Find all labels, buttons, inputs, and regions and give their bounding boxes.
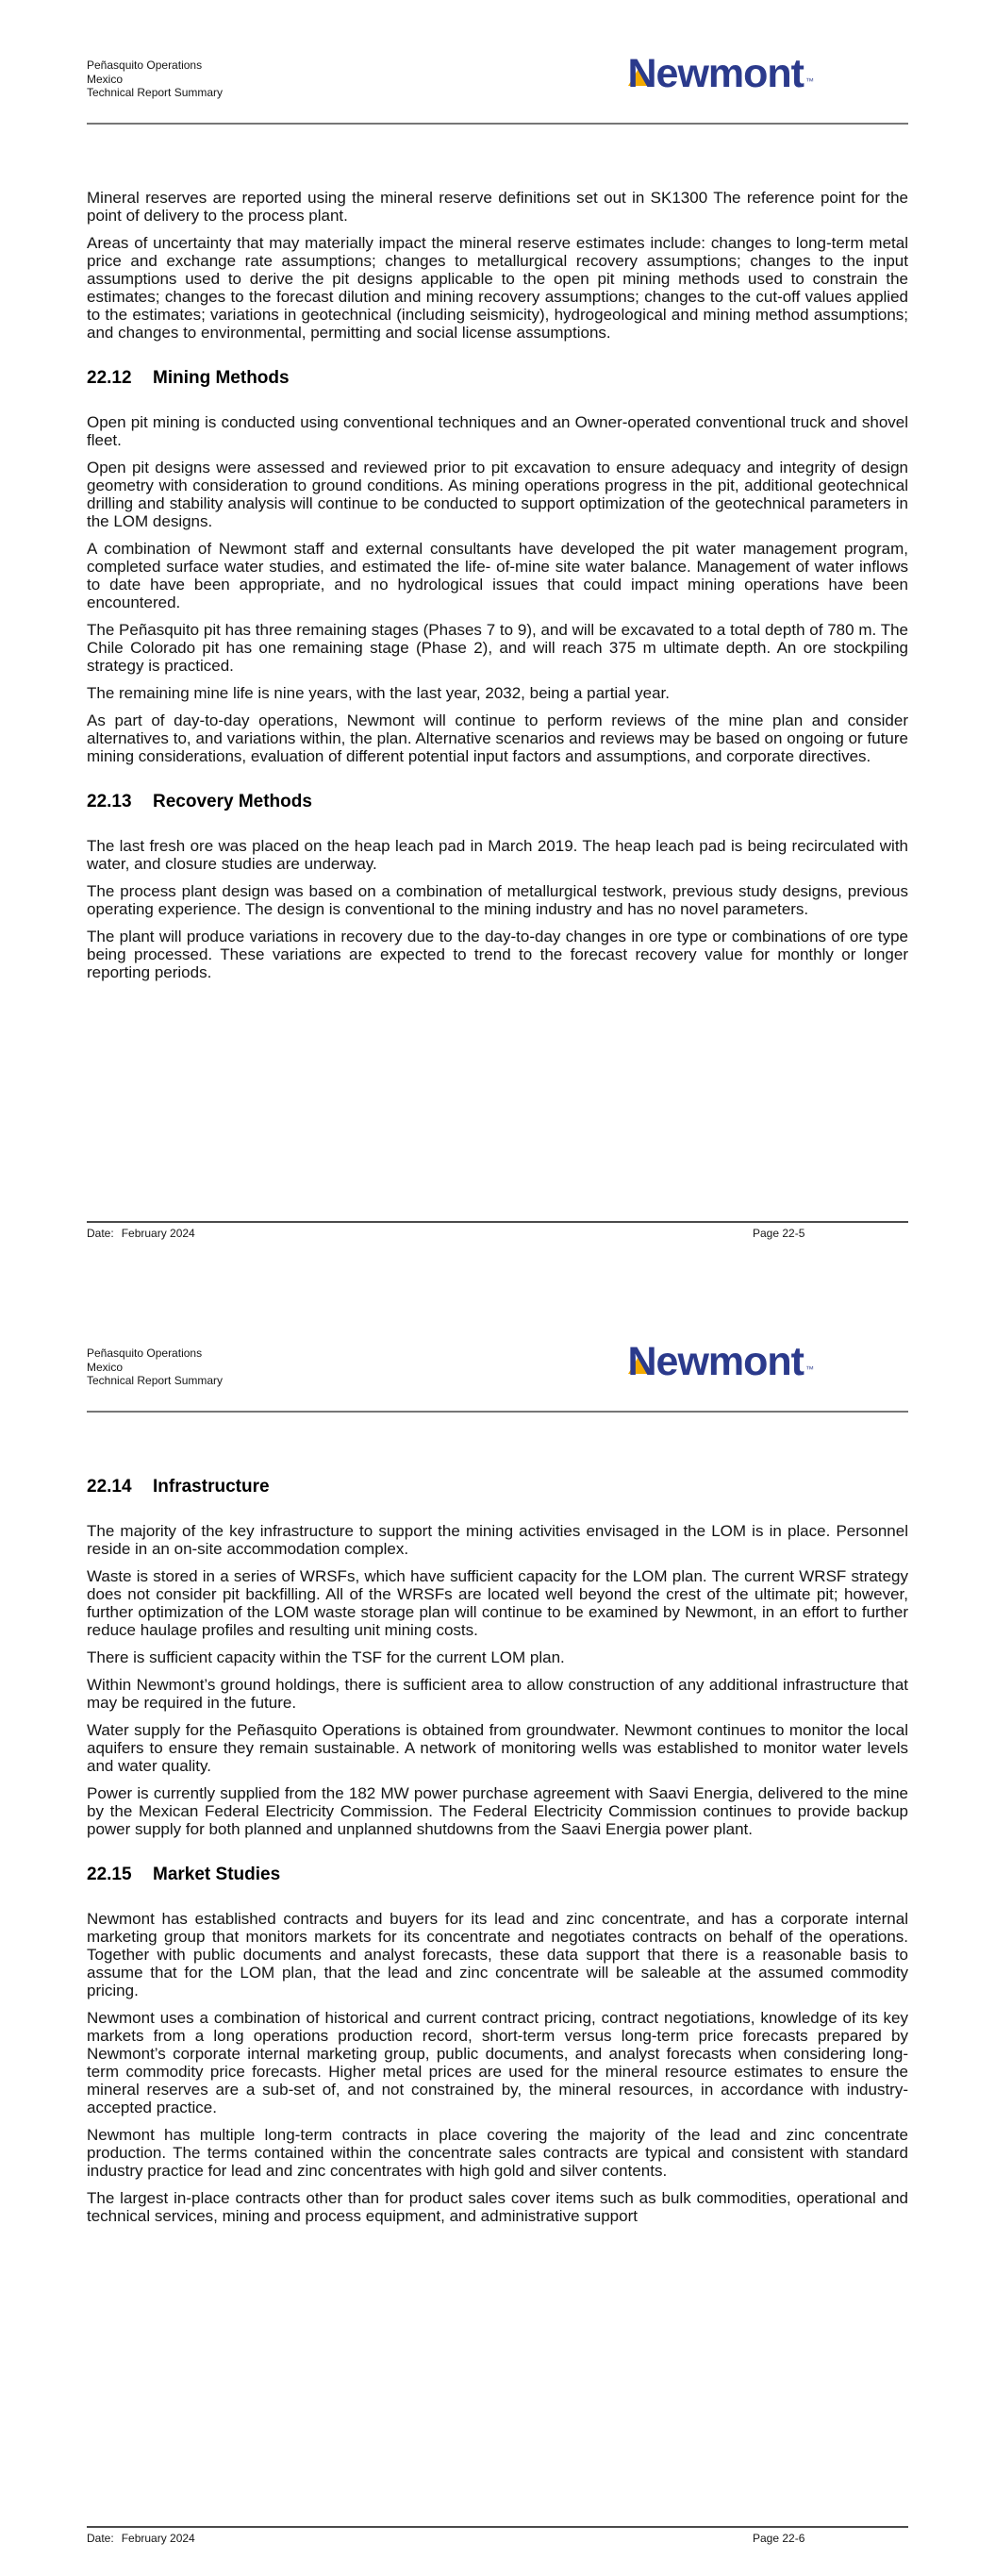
section-heading-22-13 xyxy=(87,792,908,812)
paragraph-process-plant-design: The process plant design was based on a combination of metallurgical testwork, previous study designs, previous operating experience. The design is conventional to the mining industry and has no novel parameters. xyxy=(87,881,908,918)
section-heading-22-12 xyxy=(87,368,908,389)
section-heading-22-15 xyxy=(87,1865,908,1885)
paragraph-wrsf-storage: Waste is stored in a series of WRSFs, which have sufficient capacity for the LOM plan. The current WRSF strategy does not consider pit backfilling. All of the WRSFs are located well beyond the crest of the ultimate pit; however, further optimization of the LOM waste storage plan will continue to be examined by Newmont, in an effort to further reduce haulage profiles and resulting unit mining costs. xyxy=(87,1566,908,1639)
page-body xyxy=(87,189,908,981)
paragraph-water-supply: Water supply for the Peñasquito Operations is obtained from groundwater. Newmont continues to monitor the local aquifers to ensure they remain sustainable. A network of monitoring wells was established to monitor water levels and water quality. xyxy=(87,1720,908,1775)
paragraph-areas-of-uncertainty: Areas of uncertainty that may materially impact the mineral reserve estimates include: changes to long-term metal price and exchange rate assumptions; changes to metallurgical recovery assumptions; changes to the input assumptions used to derive the pit designs applicable to the open pit mining methods used to constrain the estimates; changes to the forecast dilution and mining recovery assumptions; changes to the cut-off values applied to the estimates; variations in geotechnical (including seismicity), hydrogeological and mining method assumptions; and changes to environmental, permitting and social license assumptions. xyxy=(87,233,908,342)
footer-page-number: Page 22-6 xyxy=(753,2532,805,2545)
paragraph-recovery-variations: The plant will produce variations in recovery due to the day-to-day changes in ore type or combinations of ore type being processed. These variations are expected to trend to the forecast recovery value for monthly or longer reporting periods. xyxy=(87,927,908,981)
footer-date xyxy=(87,2532,195,2545)
header-line-report-type: Technical Report Summary xyxy=(87,86,224,99)
paragraph-open-pit-designs: Open pit designs were assessed and reviewed prior to pit excavation to ensure adequacy and integrity of design geometry with consideration to ground conditions. As mining operations progress in the pit, additional geotechnical drilling and stability analysis will continue to be conducted to support optimization of the geotechnical parameters in the LOM designs. xyxy=(87,458,908,530)
page-body xyxy=(87,1477,908,2225)
footer-date xyxy=(87,1227,195,1240)
footer-divider xyxy=(87,1221,908,1223)
section-title: Mining Methods xyxy=(153,367,290,388)
paragraph-power-supply: Power is currently supplied from the 182 MW power purchase agreement with Saavi Energia, delivered to the mine by the Mexican Federal Electricity Commission. The Federal Electricity Commission continues to provide backup power supply for both planned and unplanned shutdowns from the Saavi Energia power plant. xyxy=(87,1783,908,1838)
section-number: 22.15 xyxy=(87,1864,132,1884)
paragraph-key-infrastructure: The majority of the key infrastructure to support the mining activities envisaged in the LOM is in place. Personnel reside in an on-site accommodation complex. xyxy=(87,1521,908,1558)
paragraph-mineral-reserves: Mineral reserves are reported using the mineral reserve definitions set out in SK1300 The reference point for the point of delivery to the process plant. xyxy=(87,188,908,225)
footer-date-label: Date: xyxy=(87,2532,114,2545)
paragraph-pit-water-management: A combination of Newmont staff and external consultants have developed the pit water management program, completed surface water studies, and estimated the life- of-mine site water balance. Management of water inflows to date have been appropriate, and no hydrological issues that could impact mining operations have been encountered. xyxy=(87,539,908,611)
header-line-operation: Peñasquito Operations xyxy=(87,1347,203,1360)
header-line-country: Mexico xyxy=(87,72,124,86)
section-heading-22-14 xyxy=(87,1477,908,1497)
page-header xyxy=(87,51,908,100)
footer-divider xyxy=(87,2526,908,2528)
paragraph-heap-leach: The last fresh ore was placed on the heap leach pad in March 2019. The heap leach pad is being recirculated with water, and closure studies are underway. xyxy=(87,836,908,873)
paragraph-tsf-capacity: There is sufficient capacity within the TSF for the current LOM plan. xyxy=(87,1648,565,1666)
paragraph-mine-plan-reviews: As part of day-to-day operations, Newmont will continue to perform reviews of the mine plan and consider alternatives to, and variations within, the plan. Alternative scenarios and reviews may be based on ongoing or future mining considerations, evaluation of different potential input factors and assumptions, and corporate directives. xyxy=(87,711,908,765)
section-title: Infrastructure xyxy=(153,1476,270,1497)
page-footer xyxy=(87,1221,908,1240)
section-number: 22.12 xyxy=(87,367,132,388)
footer-page-number: Page 22-5 xyxy=(753,1227,805,1240)
section-title: Recovery Methods xyxy=(153,791,312,811)
logo-wordmark: Newmont xyxy=(627,1339,804,1384)
header-divider xyxy=(87,1411,908,1413)
newmont-logo xyxy=(627,51,815,96)
section-number: 22.14 xyxy=(87,1476,132,1497)
newmont-logo xyxy=(627,1339,815,1384)
paragraph-in-place-contracts: The largest in-place contracts other than for product sales cover items such as bulk commodities, operational and technical services, mining and process equipment, and administrative support xyxy=(87,2188,908,2225)
paragraph-mine-life: The remaining mine life is nine years, with the last year, 2032, being a partial year. xyxy=(87,683,671,702)
paragraph-contracts-buyers: Newmont has established contracts and buyers for its lead and zinc concentrate, and has a corporate internal marketing group that monitors markets for its concentrate and negotiates contracts on behalf of the operations. Together with public documents and analyst forecasts, these data support that there is a reasonable basis to assume that for the LOM plan, that the lead and zinc concentrate will be saleable at the assumed commodity pricing. xyxy=(87,1909,908,1999)
footer-date-value: February 2024 xyxy=(121,2532,195,2545)
logo-trademark-symbol: ™ xyxy=(805,76,814,86)
logo-trademark-symbol: ™ xyxy=(805,1364,814,1374)
paragraph-pricing-forecasts: Newmont uses a combination of historical and current contract pricing, contract negotiations, knowledge of its key markets from a long operations production record, short-term versus long-term price forecasts prepared by Newmont’s corporate internal marketing group, public documents, and analyst forecasts when considering long-term commodity price forecasts. Higher metal prices are used for the mineral resource estimates to ensure the mineral reserves are a sub-set of, and not constrained by, the mineral resources, in accordance with industry-accepted practice. xyxy=(87,2008,908,2116)
header-line-operation: Peñasquito Operations xyxy=(87,59,203,72)
header-line-country: Mexico xyxy=(87,1360,124,1374)
section-number: 22.13 xyxy=(87,791,132,811)
page-header xyxy=(87,1339,908,1388)
paragraph-ground-holdings: Within Newmont’s ground holdings, there is sufficient area to allow construction of any additional infrastructure that may be required in the future. xyxy=(87,1675,908,1712)
header-divider xyxy=(87,123,908,125)
page-22-6 xyxy=(0,1288,995,2576)
logo-wordmark: Newmont xyxy=(627,51,804,96)
header-line-report-type: Technical Report Summary xyxy=(87,1374,224,1387)
footer-date-label: Date: xyxy=(87,1227,114,1240)
page-footer xyxy=(87,2526,908,2545)
paragraph-pit-stages: The Peñasquito pit has three remaining stages (Phases 7 to 9), and will be excavated to a total depth of 780 m. The Chile Colorado pit has one remaining stage (Phase 2), and will reach 375 m ultimate depth. An ore stockpiling strategy is practiced. xyxy=(87,620,908,675)
section-title: Market Studies xyxy=(153,1864,281,1884)
footer-date-value: February 2024 xyxy=(121,1227,195,1240)
header-title-block xyxy=(87,59,223,100)
paragraph-long-term-contracts: Newmont has multiple long-term contracts in place covering the majority of the lead and zinc concentrate production. The terms contained within the concentrate sales contracts are typical and consistent with standard industry practice for lead and zinc concentrates with high gold and silver contents. xyxy=(87,2125,908,2180)
header-title-block xyxy=(87,1347,223,1388)
paragraph-open-pit-mining: Open pit mining is conducted using conventional techniques and an Owner-operated conventional truck and shovel fleet. xyxy=(87,412,908,449)
